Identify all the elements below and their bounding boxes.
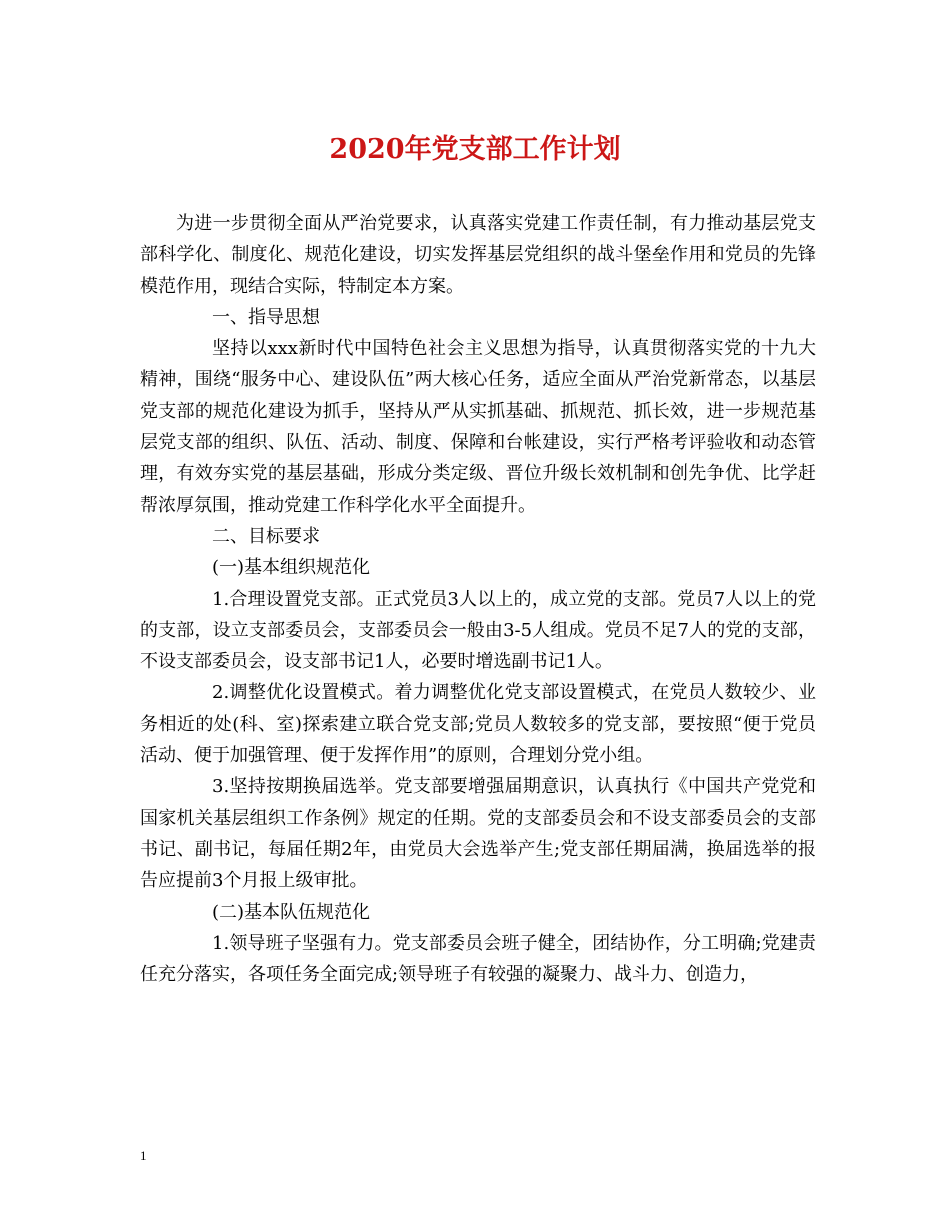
document-body [140,208,816,990]
item-paragraph: 1.合理设置党支部。正式党员3人以上的，成立党的支部。党员7人以上的党的支部，设立支部委员会，支部委员会一般由3-5人组成。党员不足7人的党的支部，不设支部委员会，设支部书记1人，必要时增选副书记1人。 [140,588,816,673]
subsection-heading-organization: (一)基本组织规范化 [212,557,371,579]
item-paragraph: 1.领导班子坚强有力。党支部委员会班子健全，团结协作，分工明确;党建责任充分落实，各项任务全面完成;领导班子有较强的凝聚力、战斗力、创造力， [140,932,816,986]
intro-paragraph: 为进一步贯彻全面从严治党要求，认真落实党建工作责任制，有力推动基层党支部科学化、制度化、规范化建设，切实发挥基层党组织的战斗堡垒作用和党员的先锋模范作用，现结合实际，特制定本方案。 [140,213,816,297]
item-paragraph: 2.调整优化设置模式。着力调整优化党支部设置模式，在党员人数较少、业务相近的处(科、室)探索建立联合党支部;党员人数较多的党支部，要按照“便于党员活动、便于加强管理、便于发挥作用”的原则，合理划分党小组。 [140,682,816,767]
section-heading-goals: 二、目标要求 [212,525,320,547]
section-heading-guiding-ideology: 一、指导思想 [212,306,320,328]
item-paragraph: 3.坚持按期换届选举。党支部要增强届期意识，认真执行《中国共产党党和国家机关基层组织工作条例》规定的任期。党的支部委员会和不设支部委员会的支部书记、副书记，每届任期2年，由党员大会选举产生;党支部任期届满，换届选举的报告应提前3个月报上级审批。 [140,776,816,892]
subsection-heading-team: (二)基本队伍规范化 [212,901,371,923]
document-title: 2020年党支部工作计划 [329,134,621,165]
page-number: 1 [140,1148,147,1163]
guiding-ideology-paragraph: 坚持以xxx新时代中国特色社会主义思想为指导，认真贯彻落实党的十九大精神，围绕“服务中心、建设队伍”两大核心任务，适应全面从严治党新常态，以基层党支部的规范化建设为抓手，坚持从严从实抓基础、抓规范、抓长效，进一步规范基层党支部的组织、队伍、活动、制度、保障和台帐建设，实行严格考评验收和动态管理，有效夯实党的基层基础，形成分类定级、晋位升级长效机制和创先争优、比学赶帮浓厚氛围，推动党建工作科学化水平全面提升。 [140,338,816,516]
